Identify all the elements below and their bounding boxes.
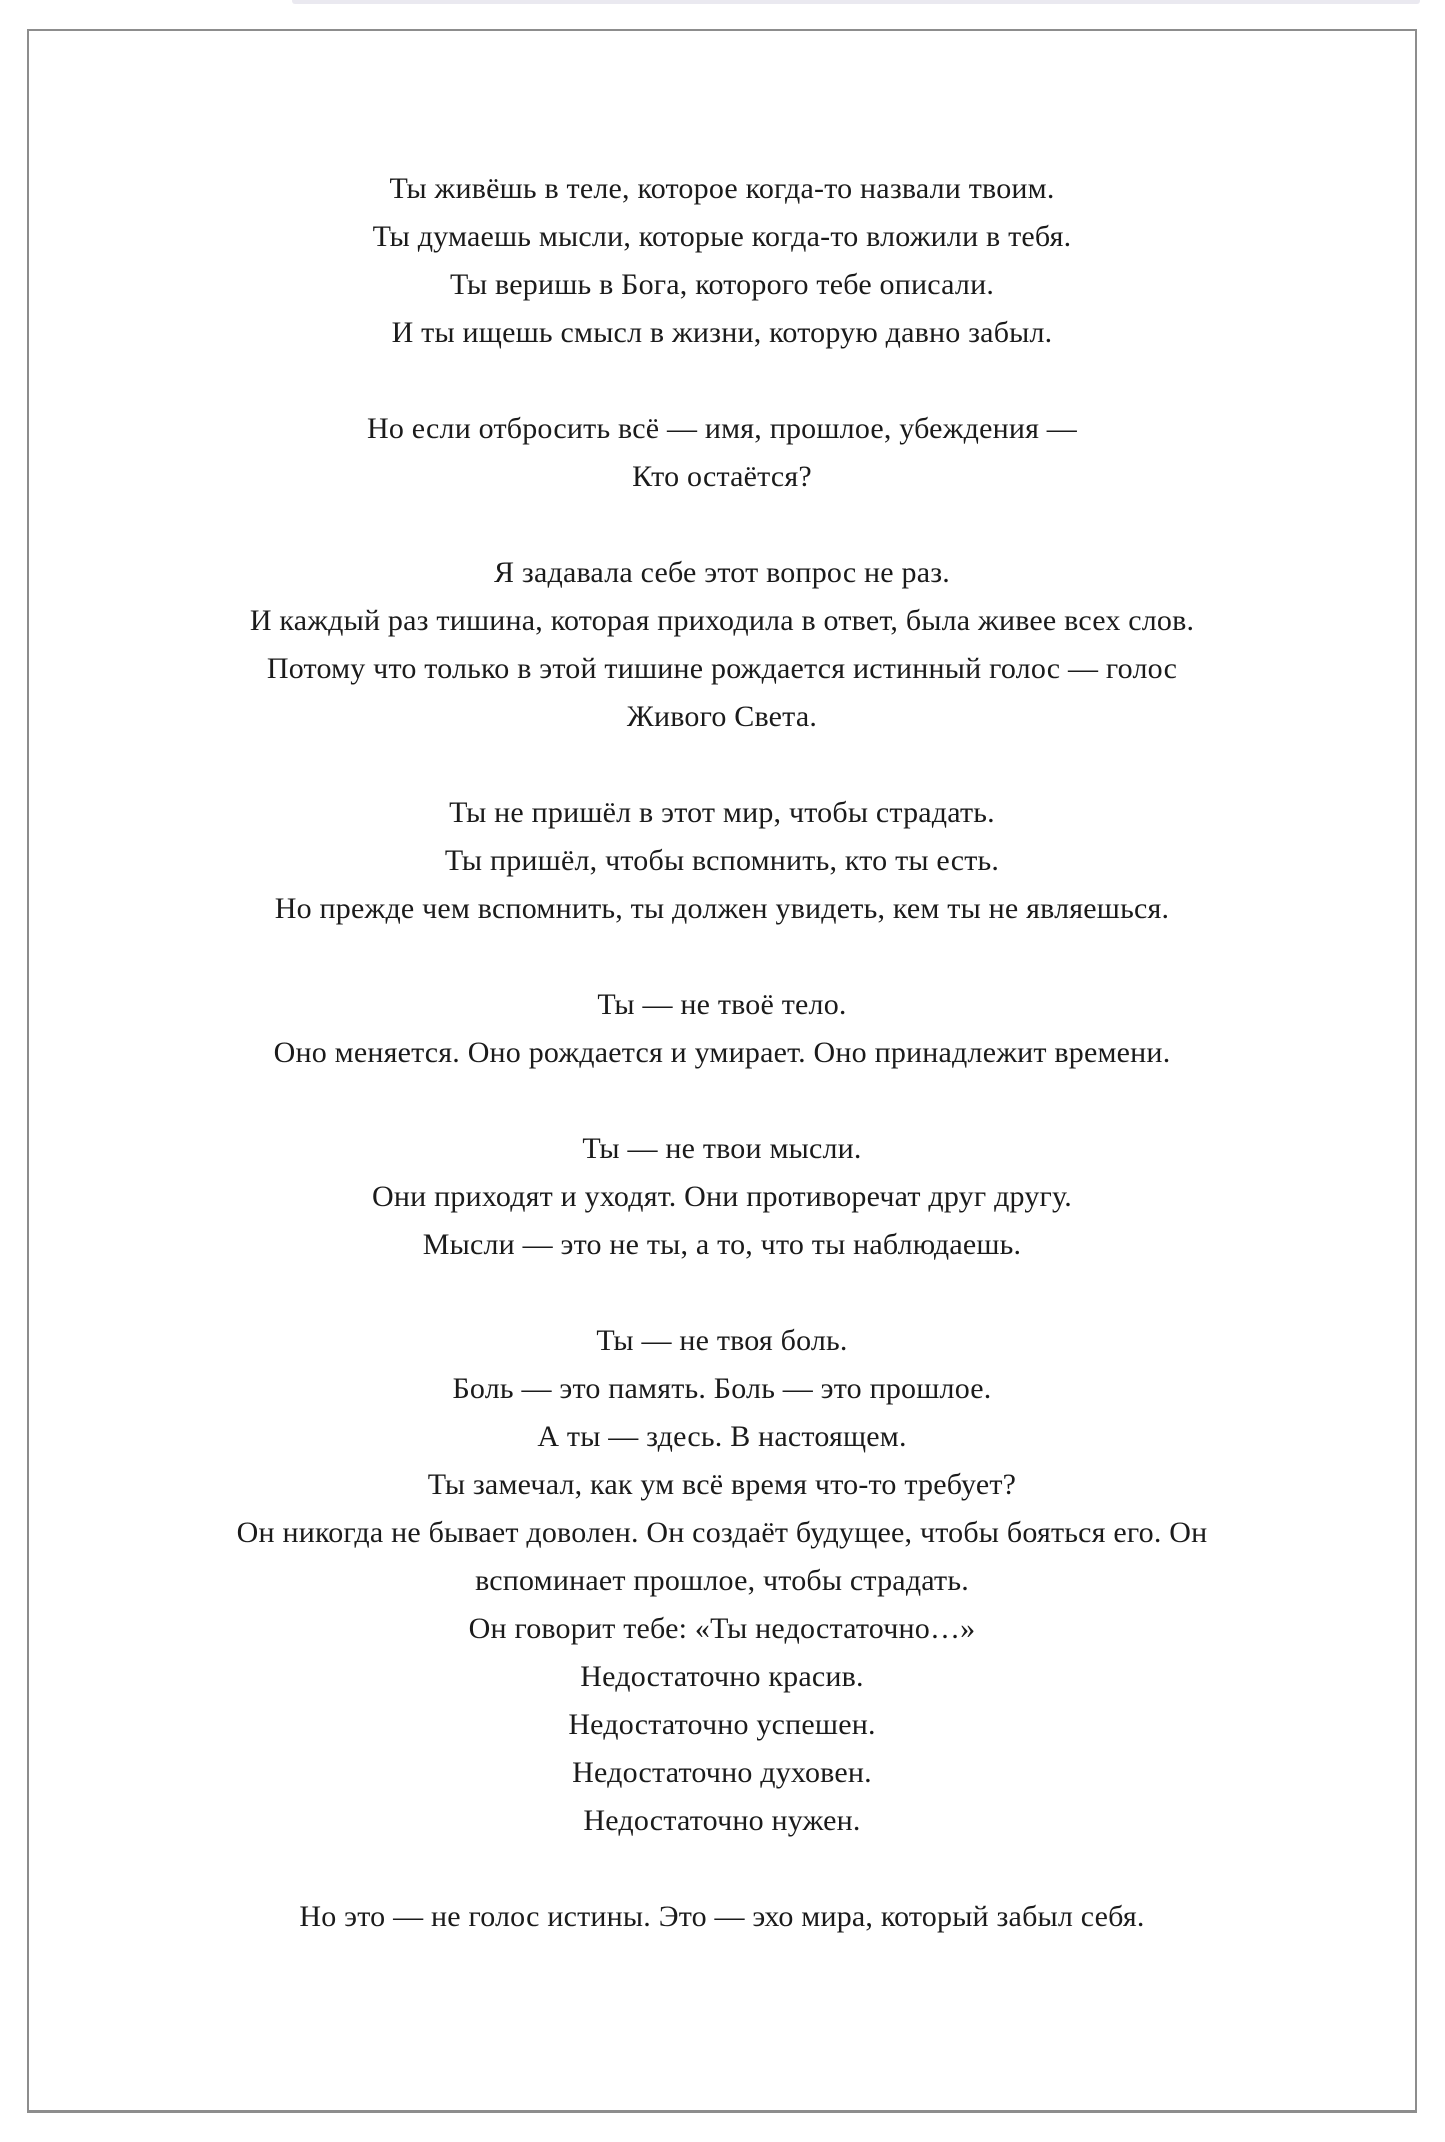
poem-line: Недостаточно духовен. xyxy=(572,1756,872,1789)
poem-line: Ты веришь в Бога, которого тебе описали. xyxy=(449,268,995,301)
poem-paragraph xyxy=(117,165,1327,357)
poem-paragraph xyxy=(117,981,1327,1077)
top-edge-artifact xyxy=(292,0,1420,4)
poem-line: И ты ищешь смысл в жизни, которую давно забыл. xyxy=(391,316,1053,349)
poem-paragraph xyxy=(117,1317,1327,1845)
poem-line: Живого Света. xyxy=(626,700,818,733)
poem-line: Ты думаешь мысли, которые когда-то вложили в тебя. xyxy=(372,220,1072,253)
poem-paragraph xyxy=(117,1125,1327,1269)
poem-line: Боль — это память. Боль — это прошлое. xyxy=(452,1372,992,1405)
poem-line: И каждый раз тишина, которая приходила в ответ, была живее всех слов. xyxy=(249,604,1195,637)
poem-line: Ты — не твоё тело. xyxy=(597,988,847,1021)
poem-line: Но если отбросить всё — имя, прошлое, убеждения — xyxy=(366,412,1078,445)
poem-line: Кто остаётся? xyxy=(632,460,812,493)
poem-line: Он говорит тебе: «Ты недостаточно…» xyxy=(468,1612,976,1645)
document-page xyxy=(27,29,1417,2113)
poem-line: Он никогда не бывает доволен. Он создаёт будущее, чтобы бояться его. Он xyxy=(236,1516,1208,1549)
poem-line: А ты — здесь. В настоящем. xyxy=(537,1420,907,1453)
poem-line: Недостаточно красив. xyxy=(580,1660,864,1693)
poem-line: Оно меняется. Оно рождается и умирает. Оно принадлежит времени. xyxy=(273,1036,1171,1069)
poem-line: Ты пришёл, чтобы вспомнить, кто ты есть. xyxy=(444,844,1000,877)
poem-text xyxy=(29,31,1415,2110)
poem-line: Ты замечал, как ум всё время что-то требует? xyxy=(427,1468,1017,1501)
poem-paragraph xyxy=(117,549,1327,741)
poem-paragraph xyxy=(117,789,1327,933)
poem-line: Мысли — это не ты, а то, что ты наблюдаешь. xyxy=(422,1228,1022,1261)
poem-line: Ты не пришёл в этот мир, чтобы страдать. xyxy=(449,796,995,829)
poem-line: вспоминает прошлое, чтобы страдать. xyxy=(475,1564,969,1597)
poem-line: Ты живёшь в теле, которое когда-то назвали твоим. xyxy=(389,172,1055,205)
poem-line: Я задавала себе этот вопрос не раз. xyxy=(494,556,950,589)
poem-line: Ты — не твои мысли. xyxy=(582,1132,862,1165)
poem-line: Но прежде чем вспомнить, ты должен увидеть, кем ты не являешься. xyxy=(274,892,1170,925)
poem-line: Недостаточно успешен. xyxy=(568,1708,876,1741)
poem-line: Потому что только в этой тишине рождается истинный голос — голос xyxy=(266,652,1178,685)
poem-line: Они приходят и уходят. Они противоречат друг другу. xyxy=(372,1180,1072,1213)
poem-paragraph xyxy=(117,405,1327,501)
poem-line: Но это — не голос истины. Это — эхо мира, который забыл себя. xyxy=(299,1900,1145,1933)
poem-line: Ты — не твоя боль. xyxy=(596,1324,848,1357)
poem-line: Недостаточно нужен. xyxy=(583,1804,861,1837)
poem-paragraph xyxy=(117,1893,1327,1941)
